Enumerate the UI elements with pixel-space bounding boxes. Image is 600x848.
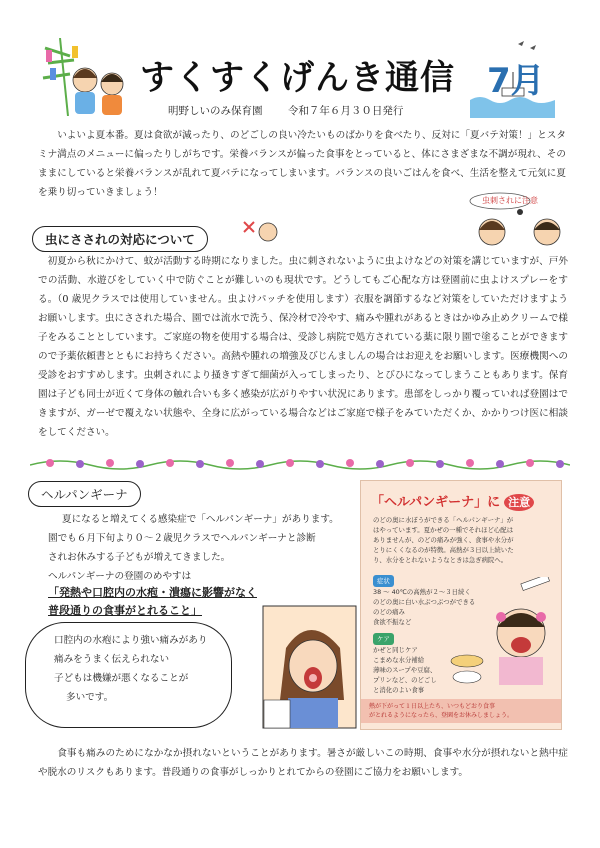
poster-intro-4: とりにくくなるのが特徴。高熱が３日以上続いた: [373, 546, 514, 554]
intro-paragraph: いよいよ夏本番。夏は食欲が減ったり、のどごしの良い冷たいものばかりを食べたり、反対に「夏バテ対策！」とスタミナ満点のメニューに偏ったりしがちです。栄養バランスが偏った食事をとっていると、体にさまざまな不調が現れ、そのままにしていると栄養バランスが乱れて夏バテになってしまいます。バランスの良いごはんを食べ、生活を整えて元気に夏を乗り切っていきましょう！: [38, 130, 566, 198]
attendance-criteria: [48, 584, 278, 620]
poster-intro: [373, 515, 551, 565]
poster-intro-1: のどの奥に水ぼうができる「ヘルパンギーナ」が: [373, 516, 514, 524]
symptom-1: 38 ～ 40℃の高熱が２～３日続く: [373, 588, 471, 596]
issue-date: 令和７年６月３０日発行: [287, 105, 404, 117]
symptom-speech-bubble: [25, 622, 232, 728]
poster-title-text: 「ヘルパンギーナ」に: [371, 495, 501, 510]
food-bowls-illustration: [447, 651, 487, 685]
bubble-line-2: 痛みをうまく伝えられない: [54, 654, 170, 665]
insect-bite-body: 初夏から秋にかけて、蚊が活動する時期になりました。虫に刺されないように虫よけなどの対策を講じていますが、戸外での活動、水遊びをしていく中で防ぐことが難しいのも現状です。どうしてもご心配な方は登園前に虫よけスプレーをする。（0 歳児クラスでは使用していません。虫よけパッチを使用します）衣服を調節するなど対策をしていただけますようお願いします。虫にさされた場合、園では流水で洗う、保冷材で冷やす、痛みや腫れがあるときはかゆみ止めクリームで様子をみることとしています。ご家庭の物を使用する場合は、受診し病院で処方されている薬に限り園で塗ることができますので予薬依頼書とともにお持ちください。高熱や腫れの増強及びじんましんの場合はお迎えをお願いします。医療機関への受診をおすすめします。虫刺されにより掻きすぎて細菌が入ってしまったり、とびひになってしまうこともあります。保育園は子ども同士が近くて身体の触れ合いも多く感染が広がりやすい状況にあります。患部をしっかり覆っていれば登園はできますが、ガーゼで覆えない状態や、全身に広がっている場合などはご家庭で様子をみていただくか、かかりつけ医に相談をしてください。: [38, 256, 568, 438]
symptom-tag: 症状: [373, 575, 394, 587]
care-1: かぜと同じケア: [373, 646, 418, 654]
closing-paragraph: 食事も痛みのためになかなか摂れないということがあります。暑さが厳しいこの時期、食事や水分が摂れないと熱中症や脱水のリスクもあります。普段通りの食事がしっかりとれてからの登園にご協力をお願いします。: [38, 748, 568, 778]
criteria-line-1: 「発熱や口腔内の水疱・潰瘍に影響がなく: [48, 586, 257, 599]
herpangina-warning-poster: [360, 480, 562, 730]
bubble-line-4: 多いです。: [66, 692, 114, 703]
herpangina-line-2: 園でも６月下旬より０～２歳児クラスでヘルパンギーナと診断: [48, 533, 316, 544]
care-3: 薄味のスープや豆腐、: [373, 666, 437, 674]
tanabata-children-illustration: [40, 38, 135, 116]
herpangina-line-3: されお休みする子どもが増えてきました。: [48, 552, 231, 563]
poster-symptoms: [373, 575, 483, 627]
poster-intro-3: ありませんが、のどの痛みが強く、食事や水分が: [373, 536, 514, 544]
bubble-text: [54, 631, 229, 707]
care-tag: ケア: [373, 633, 394, 645]
poster-intro-5: り、水分をとれないようなときは急ぎ病院へ。: [373, 556, 508, 564]
herpangina-line-4: ヘルパンギーナの登園のめやすは: [48, 571, 192, 582]
insect-spray-illustration: [240, 218, 280, 246]
bubble-line-1: 口腔内の水疱により強い痛みがあり: [54, 635, 208, 646]
symptom-4: 食欲不振など: [373, 618, 412, 626]
criteria-line-2: 普段通りの食事がとれること」: [48, 604, 202, 617]
poster-child-illustration: [481, 577, 557, 687]
insect-warning-badge: 虫刺されに注意: [482, 196, 538, 205]
care-4: プリンなど、のどごし: [373, 676, 437, 684]
bubble-line-3: 子どもは機嫌が悪くなることが: [54, 673, 189, 684]
newsletter-title: すくすくげんき通信: [140, 58, 455, 98]
poster-footer-2: がとれるようになったら、登園をお休みしましょう。: [369, 712, 514, 719]
herpangina-intro: [48, 510, 358, 586]
herpangina-line-1: 夏になると増えてくる感染症で「ヘルパンギーナ」があります。: [62, 514, 339, 525]
poster-footer: [361, 699, 561, 723]
school-name: 明野しいのみ保育園: [168, 105, 263, 117]
poster-intro-2: はやっています。夏かぜの一種でそれほど心配は: [373, 526, 514, 534]
header-subline: [168, 103, 425, 118]
care-2: こまめな水分補給: [373, 656, 425, 664]
flower-divider: [30, 455, 570, 469]
care-5: と消化のよい食事: [373, 686, 425, 694]
herpangina-heading: ヘルパンギーナ: [28, 481, 141, 507]
insect-bite-heading: 虫にさされの対応について: [32, 226, 208, 252]
sick-child-illustration: [258, 604, 358, 730]
symptom-2: のどの奥に白い水ぶつぶつができる: [373, 598, 476, 606]
poster-warning-badge: 注意: [504, 494, 534, 511]
symptom-3: のどの痛み: [373, 608, 405, 616]
poster-title: [371, 491, 534, 510]
poster-footer-1: 熱が下がって１日以上たち、いつもどおり食事: [369, 703, 496, 710]
insect-bite-illustration: [462, 192, 572, 254]
month-label: 7月: [487, 61, 545, 101]
